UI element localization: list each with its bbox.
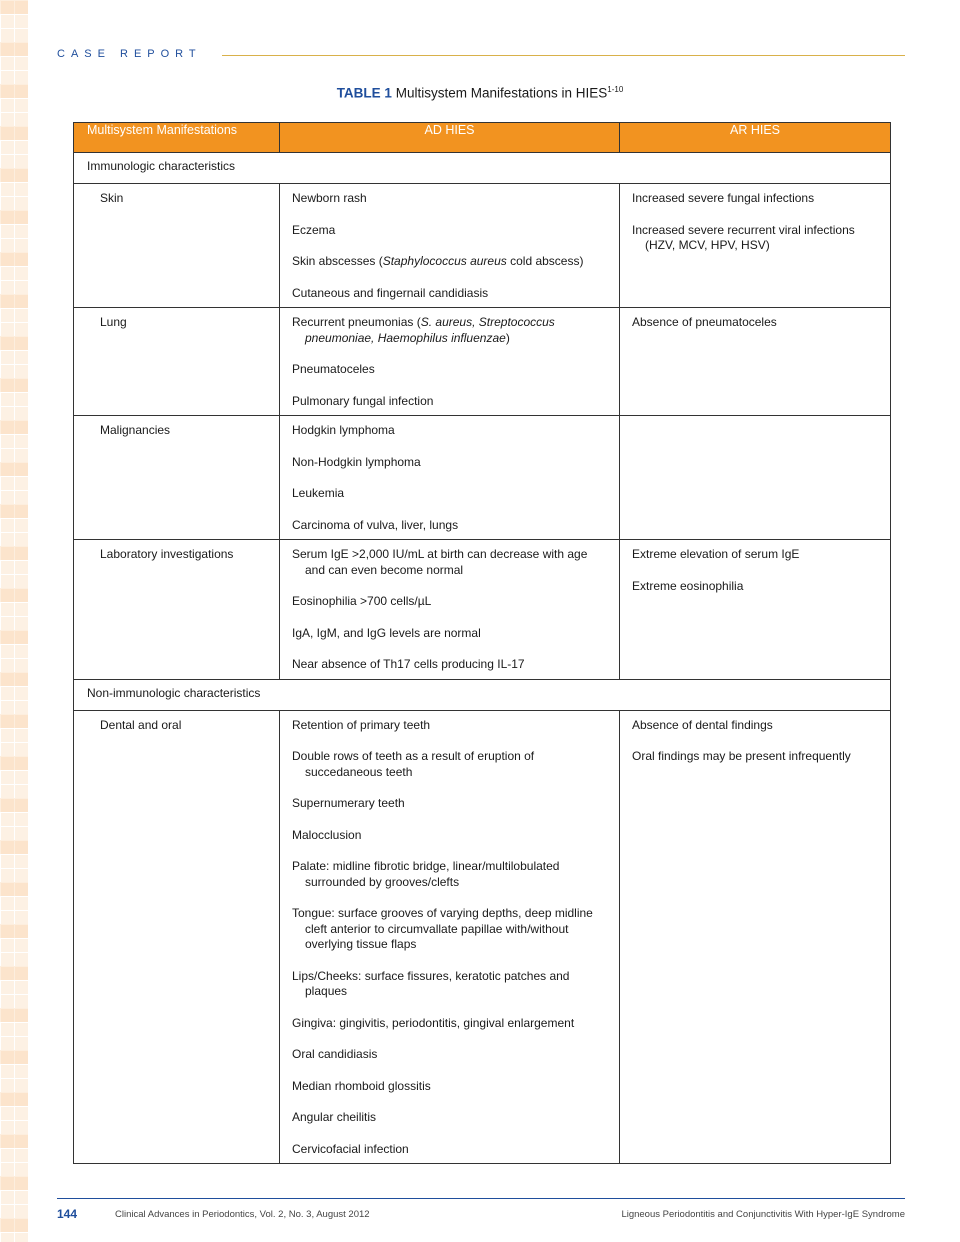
ar-hies-cell [620, 710, 891, 1164]
table-caption [0, 85, 960, 101]
text-run: Retention of primary teeth [292, 717, 431, 732]
text-run: Skin abscesses ( [292, 254, 383, 268]
text-run: Median rhomboid glossitis [292, 1078, 431, 1093]
ar-hies-cell [620, 416, 891, 540]
column-header-ad-hies: AD HIES [280, 123, 620, 153]
section-title: Immunologic characteristics [74, 153, 891, 184]
ad-hies-cell [280, 184, 620, 308]
list-item [292, 859, 607, 890]
list-item [292, 1016, 607, 1032]
text-run: Cutaneous and fingernail candidiasis [292, 285, 489, 300]
running-title: Ligneous Periodontitis and Conjunctivitis With Hyper-IgE Syndrome [621, 1209, 905, 1220]
text-run: Non-Hodgkin lymphoma [292, 454, 421, 469]
list-item [292, 657, 607, 673]
text-run: Eosinophilia >700 cells/µL [292, 594, 432, 608]
text-run: Extreme elevation of serum IgE [632, 547, 800, 561]
list-item [292, 1110, 607, 1126]
table-title: Multisystem Manifestations in HIES [395, 85, 608, 101]
table-row [74, 416, 891, 540]
list-item [292, 749, 607, 780]
list-item [292, 254, 607, 270]
list-item [292, 394, 607, 410]
list-item [292, 191, 607, 207]
text-run: Pneumatoceles [292, 362, 375, 376]
list-item [292, 1047, 607, 1063]
list-item [292, 362, 607, 378]
ar-hies-cell [620, 540, 891, 680]
table-label: TABLE 1 [336, 85, 392, 101]
decorative-side-strip [0, 0, 28, 1242]
category-cell: Lung [74, 308, 280, 416]
ad-hies-cell [280, 540, 620, 680]
list-item [292, 828, 607, 844]
list-item [632, 223, 878, 254]
text-run: Oral candidiasis [292, 1047, 378, 1061]
ad-hies-cell [280, 416, 620, 540]
footer-rule [57, 1198, 905, 1199]
ar-hies-cell [620, 184, 891, 308]
list-item [632, 547, 878, 563]
text-run: Increased severe fungal infections [632, 191, 815, 205]
text-run: Malocclusion [292, 827, 362, 842]
table-row [74, 540, 891, 680]
table-row [74, 184, 891, 308]
table-row [74, 710, 891, 1164]
list-item [292, 286, 607, 302]
ad-hies-cell [280, 308, 620, 416]
text-run: Gingiva: gingivitis, periodontitis, gingival enlargement [292, 1015, 575, 1030]
category-cell: Dental and oral [74, 710, 280, 1164]
category-cell: Skin [74, 184, 280, 308]
italic-text: S. aureus, Streptococcus pneumoniae, Haemophilus influenzae [305, 315, 555, 345]
text-run: Newborn rash [292, 191, 367, 205]
text-run: Supernumerary teeth [292, 796, 405, 810]
text-run: Extreme eosinophilia [632, 578, 744, 593]
header-rule [222, 55, 905, 56]
text-run: Hodgkin lymphoma [292, 423, 395, 437]
text-run: Absence of pneumatoceles [632, 315, 777, 329]
text-run: Angular cheilitis [292, 1110, 377, 1124]
list-item [292, 423, 607, 439]
list-item [292, 796, 607, 812]
list-item [292, 315, 607, 346]
list-item [632, 749, 878, 765]
column-header-manifestations: Multisystem Manifestations [74, 123, 280, 153]
table-reference: 1-10 [607, 85, 624, 94]
text-run: cold abscess) [506, 254, 584, 268]
list-item [292, 547, 607, 578]
list-item [292, 969, 607, 1000]
section-title: Non-immunologic characteristics [74, 679, 891, 710]
column-header-ar-hies: AR HIES [620, 123, 891, 153]
text-run: Cervicofacial infection [292, 1141, 409, 1156]
text-run: Double rows of teeth as a result of eruption of succedaneous teeth [292, 749, 535, 779]
italic-text: Staphylococcus aureus [382, 254, 507, 268]
list-item [292, 594, 607, 610]
list-item [292, 518, 607, 534]
section-row [74, 679, 891, 710]
text-run: ) [505, 330, 510, 345]
ad-hies-cell [280, 710, 620, 1164]
section-row [74, 153, 891, 184]
page-number: 144 [57, 1207, 78, 1221]
list-item [292, 455, 607, 471]
list-item [632, 315, 878, 331]
category-cell: Laboratory investigations [74, 540, 280, 680]
text-run: Near absence of Th17 cells producing IL-17 [292, 657, 525, 671]
text-run: Leukemia [292, 486, 345, 500]
text-run: Increased severe recurrent viral infections (HZV, MCV, HPV, HSV) [632, 222, 855, 252]
list-item [632, 579, 878, 595]
list-item [292, 223, 607, 239]
text-run: Pulmonary fungal infection [292, 393, 434, 408]
list-item [292, 486, 607, 502]
text-run: Absence of dental findings [632, 717, 773, 732]
list-item [292, 718, 607, 734]
text-run: Oral findings may be present infrequently [632, 749, 851, 763]
table-header-row [74, 123, 891, 153]
text-run: Lips/Cheeks: surface fissures, keratotic patches and plaques [292, 968, 570, 998]
text-run: Serum IgE >2,000 IU/mL at birth can decrease with age and can even become normal [292, 547, 588, 577]
text-run: Recurrent pneumonias ( [292, 315, 421, 329]
manifestations-table [73, 122, 891, 1164]
list-item [292, 906, 607, 953]
text-run: Carcinoma of vulva, liver, lungs [292, 517, 459, 532]
list-item [292, 1079, 607, 1095]
list-item [632, 191, 878, 207]
category-cell: Malignancies [74, 416, 280, 540]
text-run: IgA, IgM, and IgG levels are normal [292, 625, 481, 640]
ar-hies-cell [620, 308, 891, 416]
table-row [74, 308, 891, 416]
section-label: CASE REPORT [57, 48, 202, 60]
text-run: Eczema [292, 222, 336, 237]
table-body [74, 153, 891, 1164]
list-item [632, 718, 878, 734]
list-item [292, 1142, 607, 1158]
text-run: Tongue: surface grooves of varying depths, deep midline cleft anterior to circumvallate papillae with/without overlying tissue flaps [292, 906, 593, 951]
text-run: Palate: midline fibrotic bridge, linear/multilobulated surrounded by grooves/clefts [292, 859, 560, 889]
list-item [292, 626, 607, 642]
journal-citation: Clinical Advances in Periodontics, Vol. 2, No. 3, August 2012 [115, 1209, 370, 1220]
